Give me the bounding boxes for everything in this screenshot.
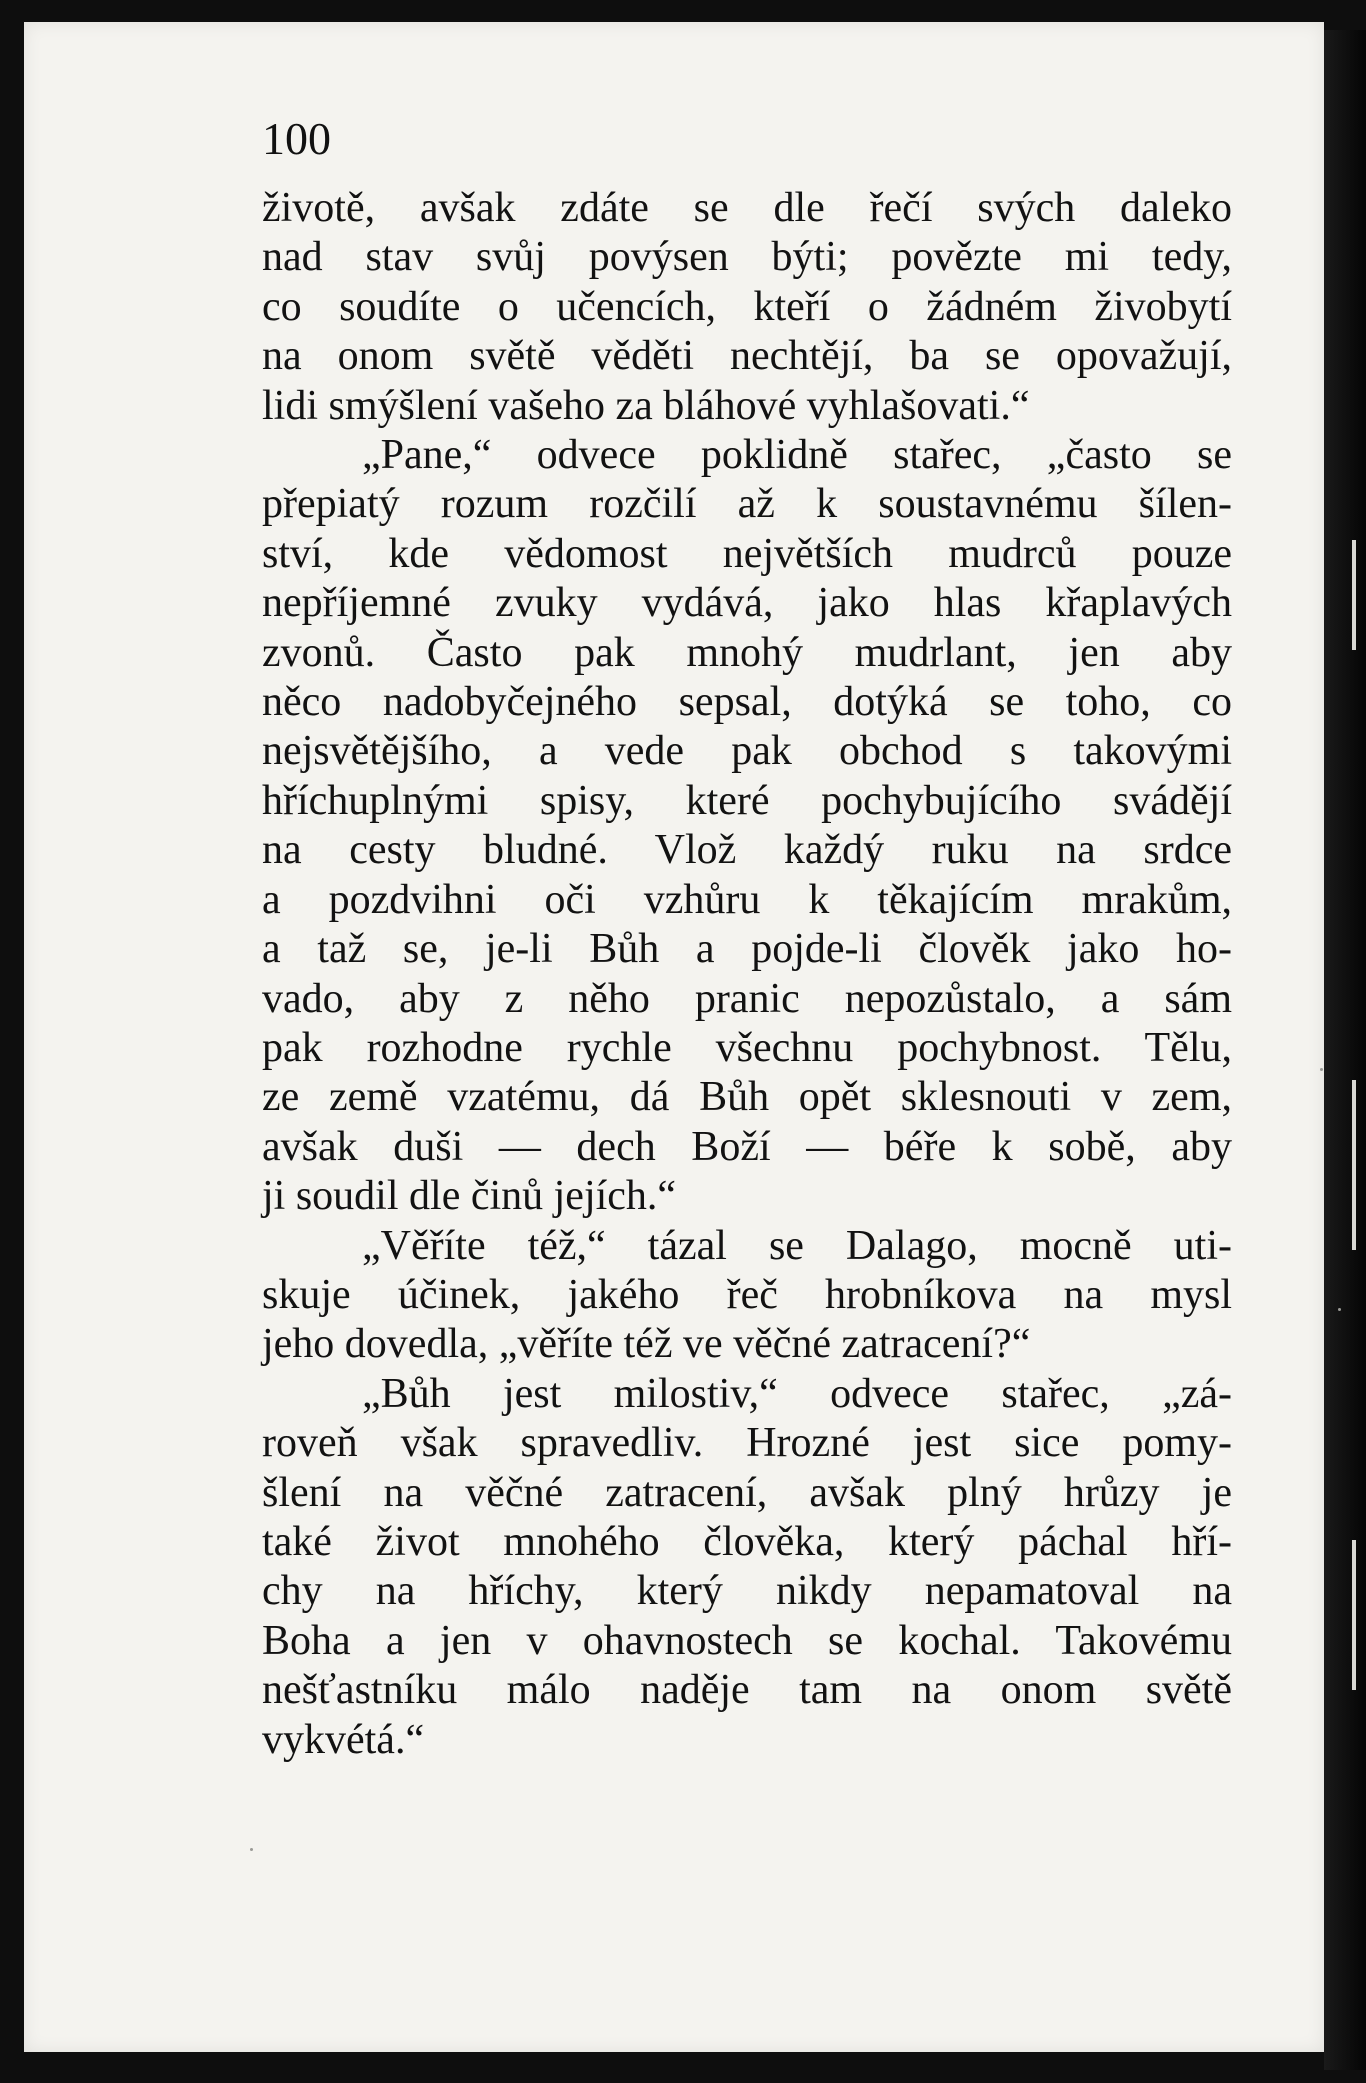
text-line: a pozdvihni oči vzhůru k těkajícím mrakům, (262, 876, 1232, 923)
scan-speck (1320, 1068, 1323, 1071)
text-line: životě, avšak zdáte se dle řečí svých daleko (262, 185, 1232, 231)
paragraph-start-line: „Pane,“ odvece poklidně stařec, „často se (362, 432, 1232, 479)
text-line: zvonů. Často pak mnohý mudrlant, jen aby (262, 629, 1232, 676)
scan-speck (1338, 1308, 1341, 1311)
text-line: lidi smýšlení vašeho za bláhové vyhlašovati.“ (262, 382, 1030, 429)
text-line: vado, aby z něho pranic nepozůstalo, a sám (262, 975, 1232, 1022)
page-edge-highlight (1352, 1080, 1356, 1250)
text-line: pak rozhodne rychle všechnu pochybnost. Tělu, (262, 1024, 1232, 1071)
text-line: něco nadobyčejného sepsal, dotýká se toho, co (262, 679, 1232, 726)
text-line: nepříjemné zvuky vydává, jako hlas křaplavých (262, 580, 1232, 627)
text-line: vykvétá.“ (262, 1716, 425, 1763)
text-line: přepiatý rozum rozčilí až k soustavnému šílen- (262, 481, 1232, 528)
text-line: hříchuplnými spisy, které pochybujícího svádějí (262, 777, 1232, 824)
text-line: na cesty bludné. Vlož každý ruku na srdce (262, 827, 1232, 874)
text-line: chy na hříchy, který nikdy nepamatoval na (262, 1568, 1232, 1615)
text-line: ze země vzatému, dá Bůh opět sklesnouti v zem, (262, 1074, 1232, 1121)
text-line: ství, kde vědomost největších mudrců pouze (262, 530, 1232, 577)
text-line: co soudíte o učencích, kteří o žádném živobytí (262, 283, 1232, 330)
text-line: také život mnohého člověka, který páchal hří- (262, 1518, 1232, 1565)
text-line: Boha a jen v ohavnostech se kochal. Takovému (262, 1617, 1232, 1664)
text-line: a taž se, je-li Bůh a pojde-li člověk jako ho- (262, 926, 1232, 973)
text-line: nejsvětějšího, a vede pak obchod s takovými (262, 728, 1232, 775)
text-line: skuje účinek, jakého řeč hrobníkova na mysl (262, 1271, 1232, 1318)
text-line: nad stav svůj povýsen býti; povězte mi tedy, (262, 234, 1232, 281)
body-text (262, 184, 1232, 1765)
page-edge-highlight (1352, 540, 1356, 650)
text-line: nešťastníku málo naděje tam na onom světě (262, 1667, 1232, 1714)
scan-speck (250, 1848, 253, 1851)
text-line: šlení na věčné zatracení, avšak plný hrůzy je (262, 1469, 1232, 1516)
text-line: na onom světě věděti nechtějí, ba se opovažují, (262, 333, 1232, 380)
text-line: ji soudil dle činů jejích.“ (262, 1173, 677, 1220)
page-edge-highlight (1352, 1540, 1356, 1690)
paragraph-start-line: „Věříte též,“ tázal se Dalago, mocně uti- (362, 1222, 1232, 1269)
text-line: jeho dovedla, „věříte též ve věčné zatracení?“ (262, 1321, 1031, 1368)
page-number: 100 (262, 113, 331, 164)
page-edge-shadow (1324, 30, 1366, 2070)
paragraph-start-line: „Bůh jest milostiv,“ odvece stařec, „zá- (362, 1370, 1232, 1417)
text-line: avšak duši — dech Boží — béře k sobě, aby (262, 1123, 1232, 1170)
text-line: roveň však spravedliv. Hrozné jest sice pomy- (262, 1420, 1232, 1467)
